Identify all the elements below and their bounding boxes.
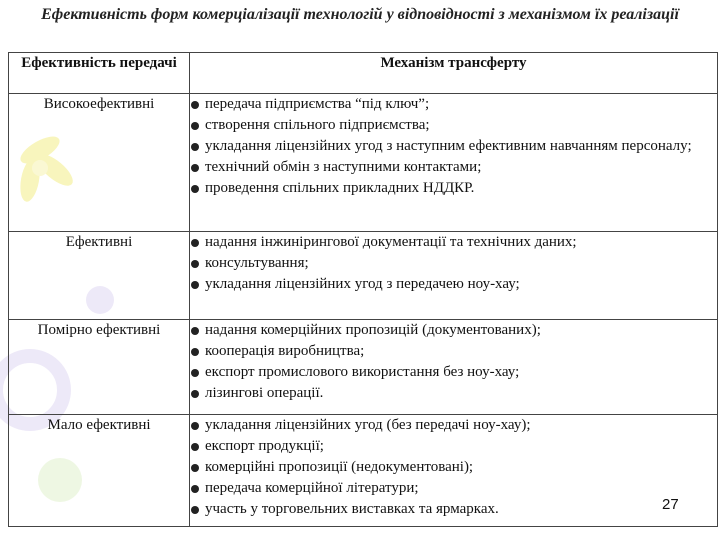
page-number: 27: [662, 496, 679, 513]
list-item: створення спільного підприємства;: [190, 115, 717, 136]
mechanism-list: [190, 415, 717, 520]
list-item: комерційні пропозиції (недокументовані);: [190, 457, 717, 478]
list-item: укладання ліцензійних угод (без передачі ноу-хау);: [190, 415, 717, 436]
table-row: [9, 415, 718, 527]
mechanism-cell: [190, 320, 718, 415]
mechanism-list: [190, 232, 717, 295]
mechanism-list: [190, 94, 717, 199]
mechanism-list: [190, 320, 717, 404]
list-item: передача підприємства “під ключ”;: [190, 94, 717, 115]
row-level-label: Ефективні: [9, 232, 190, 320]
table-row: [9, 320, 718, 415]
list-item: технічний обмін з наступними контактами;: [190, 157, 717, 178]
mechanism-cell: [190, 415, 718, 527]
row-level-label: Помірно ефективні: [9, 320, 190, 415]
list-item: проведення спільних прикладних НДДКР.: [190, 178, 717, 199]
list-item: передача комерційної літератури;: [190, 478, 717, 499]
list-item: консультування;: [190, 253, 717, 274]
mechanism-cell: [190, 232, 718, 320]
list-item: лізингові операції.: [190, 383, 717, 404]
list-item: експорт промислового використання без ноу-хау;: [190, 362, 717, 383]
table-row: [9, 232, 718, 320]
mechanism-cell: [190, 94, 718, 232]
list-item: укладання ліцензійних угод з наступним ефективним навчанням персоналу;: [190, 136, 717, 157]
row-level-label: Високоефективні: [9, 94, 190, 232]
list-item: укладання ліцензійних угод з передачею ноу-хау;: [190, 274, 717, 295]
header-mechanism: Механізм трансферту: [190, 53, 718, 94]
page-title: Ефективність форм комерціалізації технологій у відповідності з механізмом їх реалізації: [41, 6, 679, 23]
list-item: надання інжинірингової документації та технічних даних;: [190, 232, 717, 253]
list-item: експорт продукції;: [190, 436, 717, 457]
list-item: участь у торговельних виставках та ярмарках.: [190, 499, 717, 520]
list-item: кооперація виробництва;: [190, 341, 717, 362]
table-header-row: [9, 53, 718, 94]
header-efficiency: Ефективність передачі: [9, 53, 190, 94]
list-item: надання комерційних пропозицій (документованих);: [190, 320, 717, 341]
transfer-efficiency-table: [8, 52, 718, 527]
row-level-label: Мало ефективні: [9, 415, 190, 527]
table-row: [9, 94, 718, 232]
